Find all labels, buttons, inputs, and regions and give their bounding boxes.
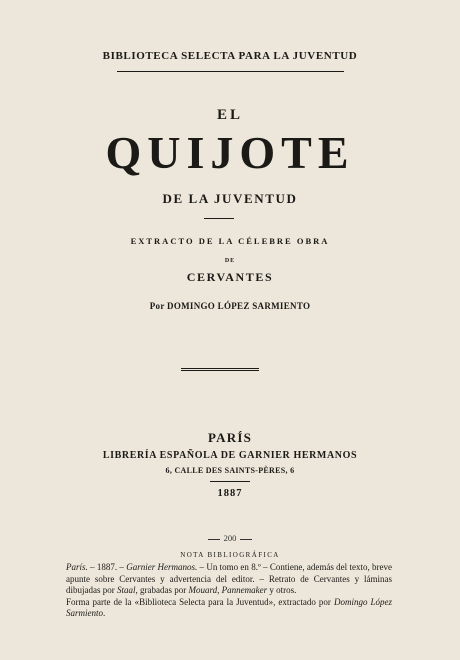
note-text-a: – Un tomo en 8.º – Contiene, además del texto, breve apunte sobre Cervantes y advertencia del editor. – Retrato de Cervantes y láminas dibujadas por bbox=[66, 562, 392, 595]
ornament-rule-bottom bbox=[181, 370, 259, 371]
main-title: QUIJOTE bbox=[105, 127, 355, 178]
page-number-value: 200 bbox=[223, 533, 237, 543]
page-number-dash-right bbox=[240, 539, 252, 540]
imprint-year: 1887 bbox=[217, 488, 243, 499]
ornament-rule-top bbox=[181, 368, 259, 369]
bibliographic-note-title: NOTA BIBLIOGRÁFICA bbox=[180, 551, 280, 559]
page-number bbox=[0, 533, 460, 543]
note-editor: Domingo López Sarmiento bbox=[66, 596, 392, 618]
year-rule bbox=[210, 481, 250, 482]
note-artist-pannemaker: Pannemaker bbox=[221, 585, 268, 595]
title-rule bbox=[204, 218, 234, 219]
header-rule bbox=[117, 71, 344, 72]
note-paragraph-2 bbox=[66, 597, 392, 620]
note-text-c: y otros. bbox=[267, 585, 297, 595]
subtitle: DE LA JUVENTUD bbox=[162, 191, 298, 206]
title-article: EL bbox=[216, 107, 243, 123]
bibliographic-note bbox=[66, 562, 392, 620]
note-year: – 1887. – bbox=[87, 562, 127, 572]
note-artist-mouard: Mouard bbox=[188, 585, 218, 595]
note-paragraph-1 bbox=[66, 562, 392, 597]
imprint-publisher: LIBRERÍA ESPAÑOLA DE GARNIER HERMANOS bbox=[102, 450, 358, 461]
imprint-address: 6, CALLE DES SAINTS-PÈRES, 6 bbox=[165, 466, 295, 475]
note-city: París. bbox=[66, 562, 88, 572]
preposition-de: DE bbox=[224, 258, 236, 264]
note-series-text: Forma parte de la «Biblioteca Selecta para la Juventud», extractado por bbox=[66, 596, 334, 607]
author-name: CERVANTES bbox=[186, 270, 274, 284]
note-sep: , bbox=[217, 585, 222, 595]
note-text-b: , grabadas por bbox=[135, 585, 189, 595]
extract-line: EXTRACTO DE LA CÉLEBRE OBRA bbox=[130, 236, 330, 246]
note-end: . bbox=[103, 608, 106, 618]
imprint-city: PARÍS bbox=[207, 430, 253, 445]
note-publisher: Garnier Hermanos. bbox=[126, 562, 198, 572]
editor-credit: Por DOMINGO LÓPEZ SARMIENTO bbox=[149, 301, 311, 311]
series-title: BIBLIOTECA SELECTA PARA LA JUVENTUD bbox=[102, 50, 358, 62]
page-number-dash-left bbox=[208, 539, 220, 540]
note-artist-staal: Staal bbox=[117, 585, 136, 595]
